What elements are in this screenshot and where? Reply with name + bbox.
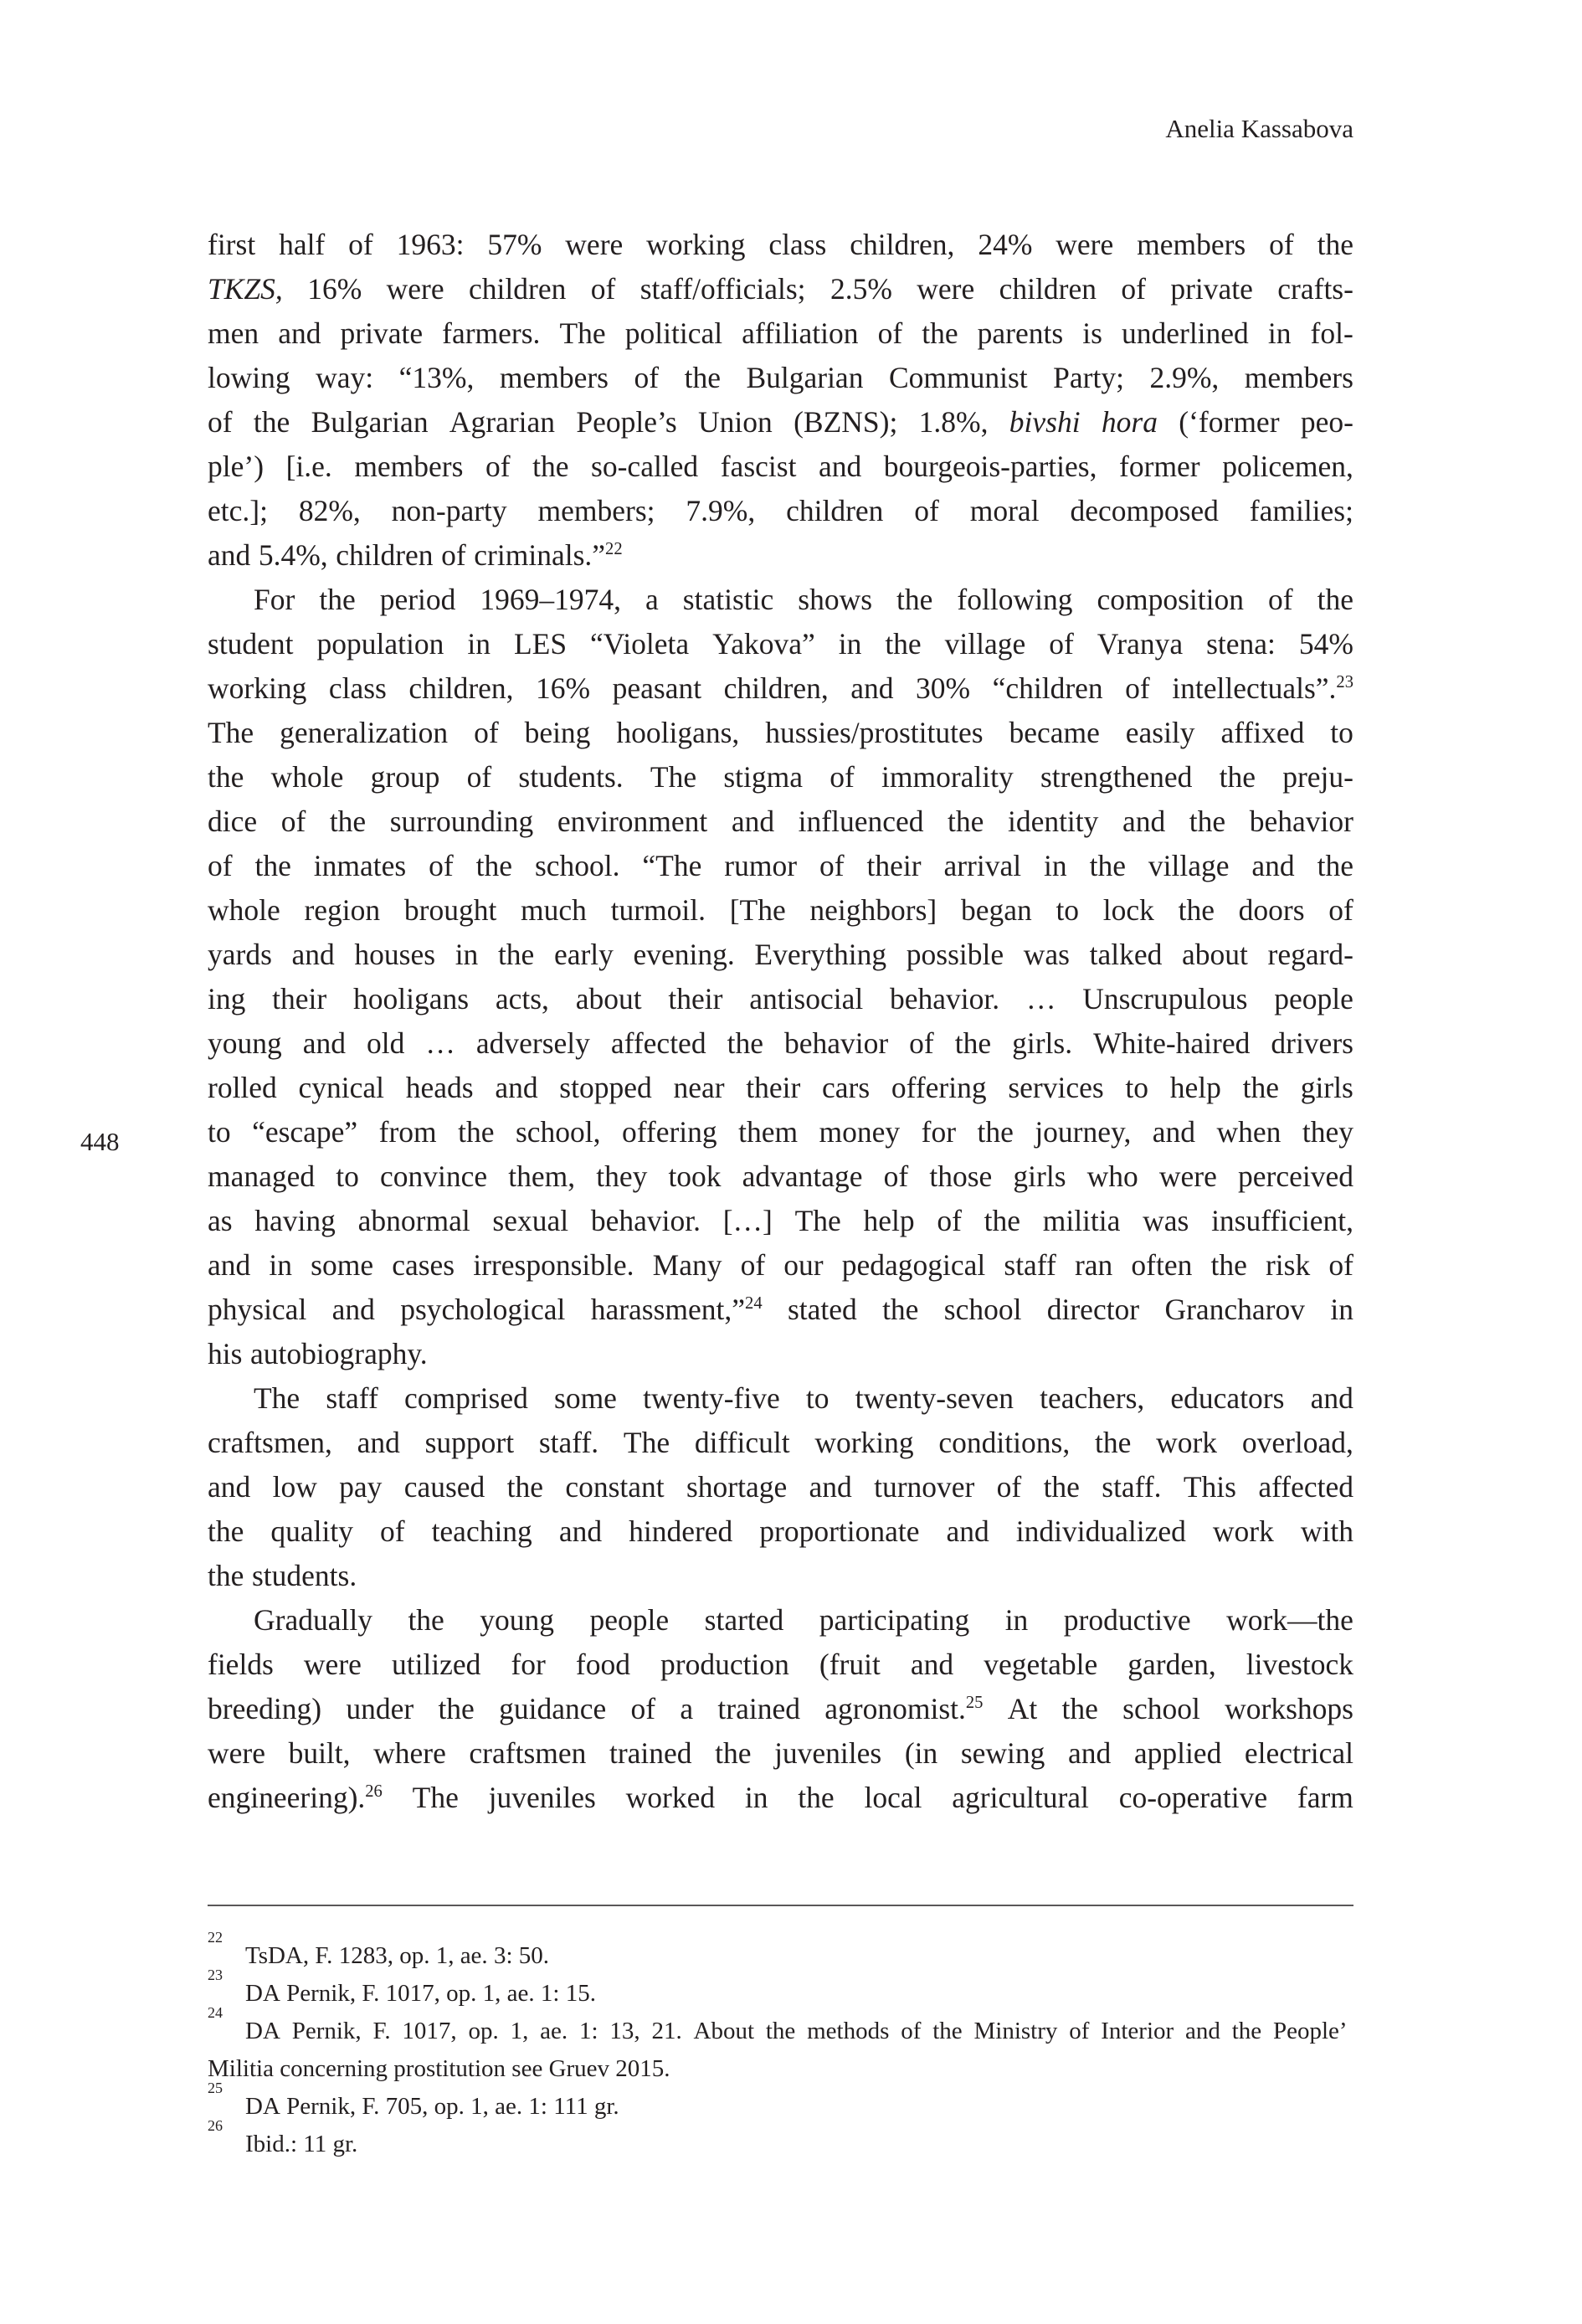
footnote-reference[interactable]: 22: [605, 540, 623, 559]
text-line: etc.]; 82%, non-party members; 7.9%, children of moral decomposed families;: [208, 494, 1353, 527]
text-line: The staff comprised some twenty-five to twenty-seven teachers, educators and: [254, 1381, 1353, 1415]
paragraph: [208, 1598, 1353, 1820]
text-line: ing their hooligans acts, about their antisocial behavior. … Unscrupulous people: [208, 982, 1353, 1015]
footnote-line: [208, 2050, 1353, 2088]
text-line: rolled cynical heads and stopped near their cars offering services to help the girls: [208, 1071, 1353, 1104]
paragraph: [208, 1376, 1353, 1598]
footnote-line: [208, 2004, 1353, 2050]
text-line: craftsmen, and support staff. The difficult working conditions, the work overload,: [208, 1426, 1353, 1459]
footnote-text: Militia concerning prostitution see Gruev 2015.: [208, 2055, 670, 2082]
footnotes: [208, 1929, 1353, 2163]
text-line: yards and houses in the early evening. Everything possible was talked about regard-: [208, 938, 1353, 971]
footnote-22: [208, 1929, 1353, 1975]
footnote-25: [208, 2080, 1353, 2126]
italic-term: TKZS,: [208, 272, 283, 306]
text-line: physical and psychological harassment,”$^{24}$ stated the school director Grancharov in: [208, 1293, 1353, 1326]
footnote-reference[interactable]: 26: [365, 1782, 383, 1802]
footnote-reference[interactable]: 24: [745, 1294, 763, 1314]
text-line: TKZS, 16% were children of staff/officials; 2.5% were children of private crafts-: [208, 272, 1353, 306]
paragraph: [208, 223, 1353, 578]
text-line: the students.: [208, 1559, 357, 1592]
text-line: student population in LES “Violeta Yakova” in the village of Vranya stena: 54%: [208, 627, 1353, 661]
footnote-line: [208, 2080, 1353, 2126]
text-line: as having abnormal sexual behavior. […] The help of the militia was insufficient,: [208, 1204, 1353, 1237]
footnote-text: TsDA, F. 1283, op. 1, ae. 3: 50.: [245, 1942, 549, 1969]
footnote-line: [208, 1929, 1353, 1975]
footnote-26: [208, 2117, 1353, 2163]
text-line: and 5.4%, children of criminals.”$^{22}$: [208, 538, 623, 572]
running-head-author: Anelia Kassabova: [1165, 114, 1353, 143]
text-line: The generalization of being hooligans, hussies/prostitutes became easily affixed to: [208, 716, 1353, 749]
text-line: the whole group of students. The stigma of immorality strengthened the preju-: [208, 760, 1353, 794]
text-line: the quality of teaching and hindered proportionate and individualized work with: [208, 1514, 1353, 1548]
text-line: to “escape” from the school, offering them money for the journey, and when they: [208, 1115, 1353, 1149]
text-line: of the Bulgarian Agrarian People’s Union (BZNS); 1.8%, bivshi hora (‘former peo-: [208, 405, 1353, 439]
footnote-reference[interactable]: 25: [965, 1694, 984, 1713]
italic-term: bivshi: [1009, 405, 1081, 439]
footnote-line: [208, 1967, 1353, 2013]
text-line: were built, where craftsmen trained the juveniles (in sewing and applied electrical: [208, 1736, 1353, 1770]
text-line: engineering).$^{26}$ The juveniles worked in the local agricultural co-operative farm: [208, 1781, 1353, 1814]
footnote-24: [208, 2004, 1353, 2088]
footnote-23: [208, 1967, 1353, 2013]
italic-term: hora: [1101, 405, 1158, 439]
text-line: first half of 1963: 57% were working class children, 24% were members of the: [208, 228, 1353, 261]
text-line: and low pay caused the constant shortage and turnover of the staff. This affected: [208, 1470, 1353, 1504]
footnote-text: DA Pernik, F. 705, op. 1, ae. 1: 111 gr.: [245, 2093, 619, 2120]
text-line: breeding) under the guidance of a trained agronomist.$^{25}$ At the school workshops: [208, 1692, 1353, 1725]
text-line: Gradually the young people started participating in productive work—the: [254, 1603, 1353, 1637]
paragraph: [208, 578, 1353, 1376]
footnote-text: Ibid.: 11 gr.: [245, 2131, 358, 2157]
footnote-text: DA Pernik, F. 1017, op. 1, ae. 1: 13, 21. About the methods of the Ministry of Interior and the People’: [245, 2018, 1348, 2044]
text-line: dice of the surrounding environment and influenced the identity and the behavior: [208, 805, 1353, 838]
footnote-number: 22: [208, 1929, 223, 1946]
text-line: fields were utilized for food production (fruit and vegetable garden, livestock: [208, 1648, 1353, 1681]
footnote-divider: [208, 1905, 1353, 1906]
footnote-number: 23: [208, 1967, 223, 1983]
body-text: [208, 223, 1353, 1820]
footnote-number: 25: [208, 2080, 223, 2096]
footnote-text: DA Pernik, F. 1017, op. 1, ae. 1: 15.: [245, 1980, 596, 2007]
text-line: men and private farmers. The political affiliation of the parents is underlined in fol-: [208, 316, 1353, 350]
text-line: and in some cases irresponsible. Many of our pedagogical staff ran often the risk of: [208, 1248, 1353, 1282]
footnote-number: 26: [208, 2117, 223, 2134]
text-line: lowing way: “13%, members of the Bulgarian Communist Party; 2.9%, members: [208, 361, 1353, 394]
footnote-reference[interactable]: 23: [1336, 673, 1353, 692]
text-line: of the inmates of the school. “The rumor of their arrival in the village and the: [208, 849, 1353, 882]
text-line: managed to convince them, they took advantage of those girls who were perceived: [208, 1159, 1353, 1193]
footnote-line: [208, 2117, 1353, 2163]
text-line: his autobiography.: [208, 1337, 428, 1370]
page-number: 448: [80, 1127, 120, 1156]
text-line: ple’) [i.e. members of the so-called fascist and bourgeois-parties, former policemen,: [208, 450, 1353, 483]
footnote-number: 24: [208, 2004, 223, 2021]
text-line: young and old … adversely affected the behavior of the girls. White-haired drivers: [208, 1026, 1353, 1060]
text-line: For the period 1969–1974, a statistic shows the following composition of the: [254, 583, 1353, 616]
text-line: whole region brought much turmoil. [The neighbors] began to lock the doors of: [208, 893, 1353, 927]
text-line: working class children, 16% peasant children, and 30% “children of intellectuals”.$^{23}$: [208, 671, 1353, 705]
